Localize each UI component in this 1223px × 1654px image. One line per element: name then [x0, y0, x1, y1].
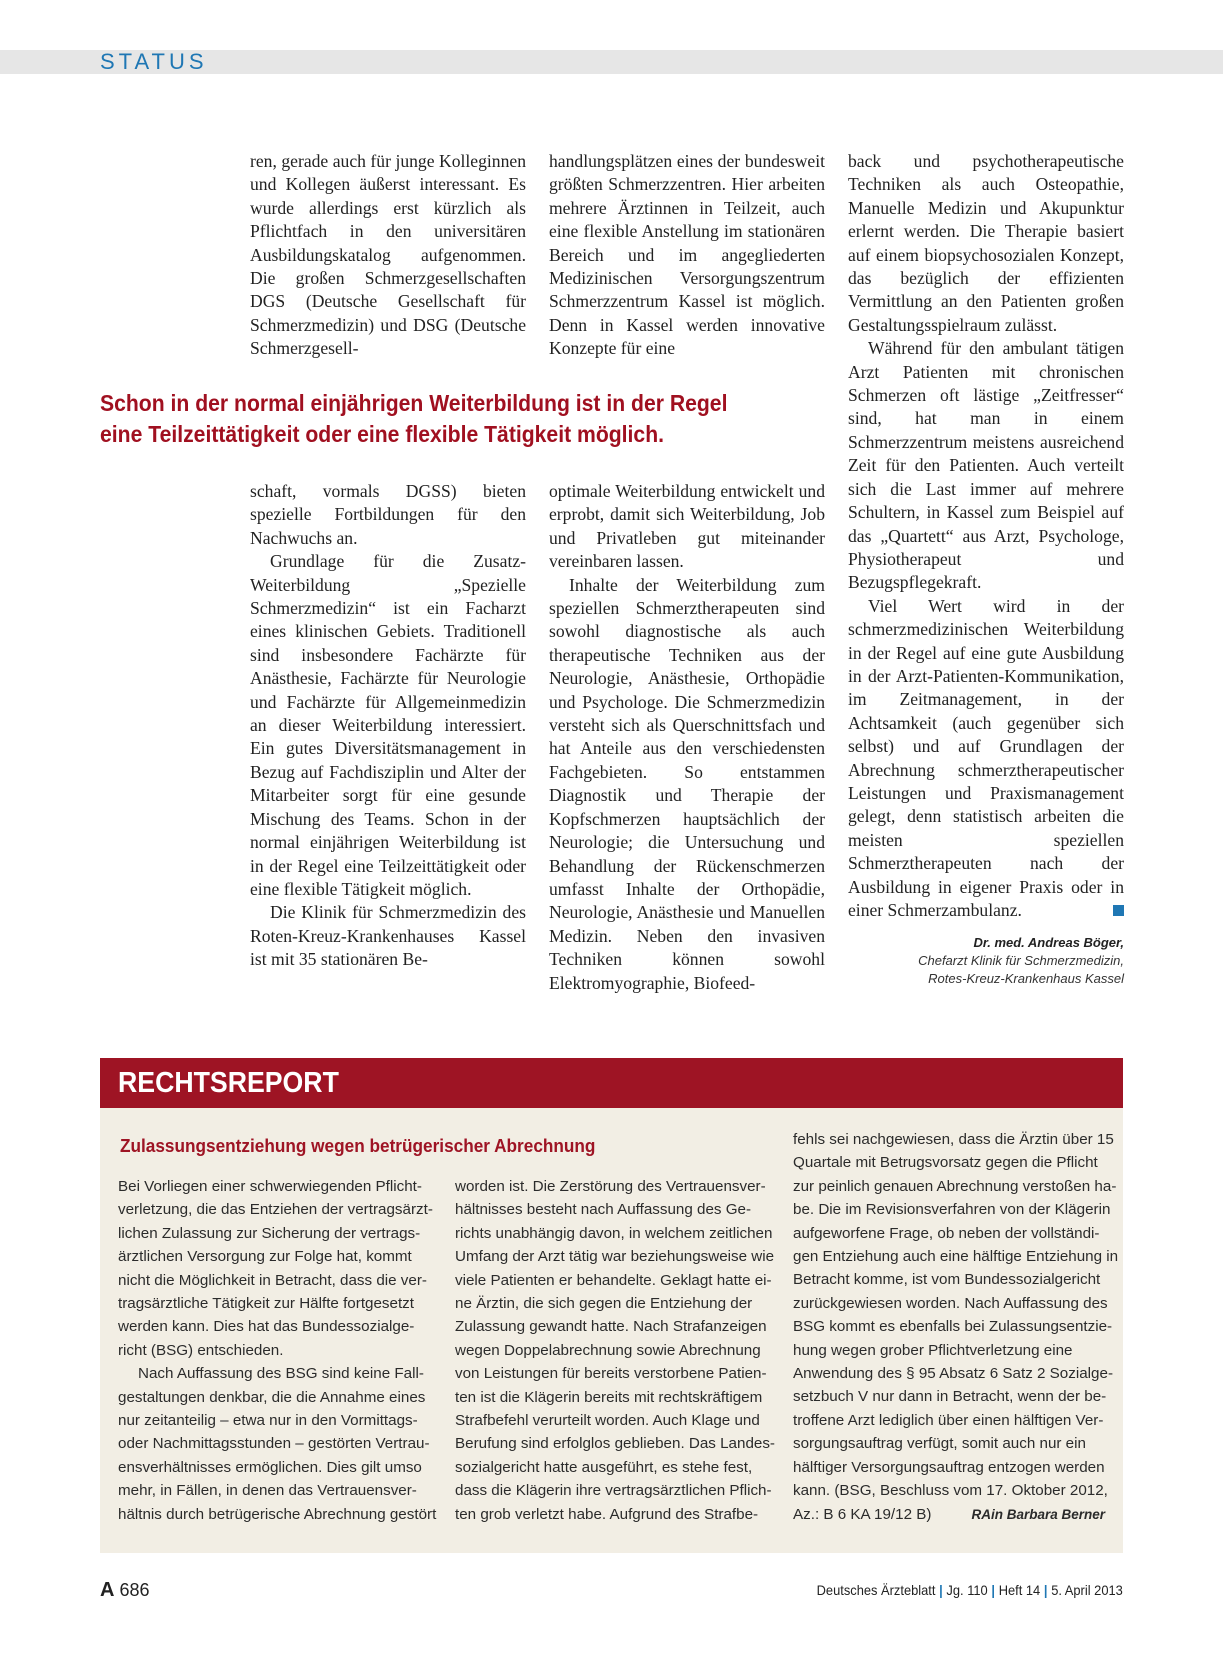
- separator: |: [991, 1582, 996, 1598]
- text-line: ärztlichen Versorgung zur Folge hat, kommt: [118, 1248, 412, 1266]
- paragraph: handlungsplätzen eines der bundesweit größten Schmerzzentren. Hier arbeiten mehrere Ärztinnen in Teilzeit, auch eine flexible Anstellung im stationären Bereich und im angegliederten Medizinischen Versorgungszentrum Schmerzzentrum Kassel ist möglich. Denn in Kassel werden innovative Konzepte für eine: [549, 151, 825, 359]
- text-line: nur zeitanteilig – etwa nur in den Vormittags-: [118, 1412, 418, 1430]
- article-col1-bottom: [250, 480, 526, 972]
- text-line: Zulassung gewandt hatte. Nach Strafanzeigen: [455, 1318, 767, 1336]
- rechtsreport-headline: Zulassungsentziehung wegen betrügerischer Abrechnung: [120, 1135, 596, 1156]
- text-line: setzbuch V nur dann in Betracht, wenn der be-: [793, 1388, 1107, 1406]
- text-line: zur peinlich genauen Abrechnung verstoßen ha-: [793, 1177, 1117, 1195]
- text-line: gestaltungen denkbar, die die Annahme eines: [118, 1388, 426, 1406]
- text-line: viele Patienten er behandelte. Geklagt hatte ei-: [455, 1271, 772, 1289]
- journal-info: [817, 1582, 1123, 1598]
- pull-quote-line: Schon in der normal einjährigen Weiterbildung ist in der Regel: [100, 390, 728, 416]
- text-line: dass die Klägerin ihre vertragsärztlichen Pflich-: [455, 1482, 772, 1500]
- text-line: sorgungsauftrag verfügt, somit auch nur ein: [793, 1435, 1086, 1453]
- text-line: fehls sei nachgewiesen, dass die Ärztin über 15: [793, 1131, 1114, 1148]
- paragraph: schaft, vormals DGSS) bieten spezielle Fortbildungen für den Nachwuchs an.: [250, 481, 526, 548]
- text-line: worden ist. Die Zerstörung des Vertrauensver-: [455, 1178, 766, 1195]
- page-number: [100, 1579, 150, 1602]
- article-col2-bottom: [549, 480, 825, 995]
- author-affiliation: Rotes-Kreuz-Krankenhaus Kassel: [928, 971, 1124, 986]
- paragraph: Während für den ambulant tätigen Arzt Patienten mit chronischen Schmerzen oft lästige „Zeitfresser“ sind, hat man in einem Schmerzzentrum meistens ausreichend Zeit für den Patienten. Auch verteilt sich die Last immer auf mehrere Schultern, in Kassel zum Beispiel auf das „Quartett“ aus Arzt, Psychologe, Physiotherapeut und Bezugspflegekraft.: [848, 338, 1124, 593]
- text-line-last: [793, 1503, 1105, 1526]
- rechtsreport-title: RECHTSREPORT: [118, 1067, 339, 1099]
- text-line: nicht die Möglichkeit in Betracht, dass die ver-: [118, 1271, 427, 1289]
- paragraph-last: [848, 595, 1124, 923]
- separator: |: [939, 1582, 943, 1598]
- text-line: Berufung sind erfolglos geblieben. Das Landes-: [455, 1435, 775, 1453]
- text-line: Az.: B 6 KA 19/12 B): [793, 1505, 932, 1523]
- text-line: Strafbefehl verurteilt worden. Auch Klage und: [455, 1412, 760, 1430]
- text-line: von Leistungen für bereits verstorbene Patien-: [455, 1365, 767, 1383]
- author-name: Dr. med. Andreas Böger,: [973, 935, 1124, 950]
- paragraph: Inhalte der Weiterbildung zum speziellen Schmerztherapeuten sind sowohl diagnostische als auch therapeutische Techniken aus der Neurologie, Anästhesie, Orthopädie und Psychologe. Die Schmerzmedizin versteht sich als Querschnittsfach und hat Anteile aus den verschiedensten Fachgebieten. So entstammen Diagnostik und Therapie der Kopfschmerzen hauptsächlich der Neurologie; die Untersuchung und Behandlung der Rückenschmerzen umfasst Inhalte der Orthopädie, Neurologie, Anästhesie und Manuellen Medizin. Neben den invasiven Techniken können sowohl Elektromyographie, Biofeed-: [549, 574, 825, 993]
- text-line: tragsärztliche Tätigkeit zur Hälfte fortgesetzt: [118, 1295, 415, 1313]
- paragraph: optimale Weiterbildung entwickelt und erprobt, damit sich Weiterbildung, Job und Privatleben gut miteinander vereinbaren lassen.: [549, 481, 825, 572]
- text-line: Betracht komme, ist vom Bundessozialgericht: [793, 1271, 1101, 1289]
- journal-name: Deutsches Ärzteblatt: [816, 1582, 936, 1598]
- paragraph: ren, gerade auch für junge Kolleginnen und Kollegen äußerst interessant. Es wurde allerdings erst kürzlich als Pflichtfach in den universitären Ausbildungskatalog aufgenommen. Die großen Schmerzgesellschaften DGS (Deutsche Gesellschaft für Schmerzmedizin) und DSG (Deutsche Schmerzgesell-: [250, 151, 526, 359]
- text-line: Umfang der Arzt tätig war beziehungsweise wie: [455, 1248, 775, 1266]
- text-line: Bei Vorliegen einer schwerwiegenden Pflicht-: [118, 1178, 422, 1195]
- pull-quote-line: eine Teilzeittätigkeit oder eine flexible Tätigkeit möglich.: [100, 421, 665, 447]
- article-col3: [848, 150, 1124, 922]
- text-line: richt (BSG) entschieden.: [118, 1341, 284, 1359]
- text-line: BSG kommt es ebenfalls bei Zulassungsentzie-: [793, 1318, 1113, 1336]
- text-line: gen Entziehung auch eine hälftige Entziehung in: [793, 1248, 1119, 1266]
- text-line: richts unabhängig davon, in welchem zeitlichen: [455, 1224, 773, 1242]
- text-line: ten ist die Klägerin bereits mit rechtskräftigem: [455, 1388, 763, 1406]
- journal-issue: Heft 14: [998, 1582, 1041, 1598]
- text-line: ten grob verletzt habe. Aufgrund des Strafbe-: [455, 1505, 759, 1523]
- paragraph: Die Klinik für Schmerzmedizin des Roten-Kreuz-Krankenhauses Kassel ist mit 35 stationären Be-: [250, 902, 526, 970]
- text-line: hälftiger Versorgungsauftrag entzogen werden: [793, 1458, 1105, 1476]
- separator: |: [1044, 1582, 1048, 1598]
- text-line: verletzung, die das Entziehen der vertragsärzt-: [118, 1201, 433, 1219]
- section-label: STATUS: [100, 49, 208, 74]
- article-author: [848, 934, 1124, 988]
- text-line: Nach Auffassung des BSG sind keine Fall-: [138, 1365, 424, 1383]
- text-line: hung wegen grober Pflichtverletzung eine: [793, 1341, 1073, 1359]
- text-line: ne Ärztin, die sich gegen die Entziehung der: [455, 1295, 753, 1313]
- journal-volume: Jg. 110: [946, 1582, 988, 1598]
- paragraph: back und psychotherapeutische Techniken als auch Osteopathie, Manuelle Medizin und Akupunktur erlernt werden. Die Therapie basiert auf einem biopsychosozialen Konzept, das bezüglich der effizienten Vermittlung an den Patienten großen Gestaltungsspielraum zulässt.: [848, 151, 1124, 335]
- text-line: zurückgewiesen worden. Nach Auffassung des: [793, 1294, 1108, 1312]
- text-line: wegen Doppelabrechnung sowie Abrechnung: [455, 1341, 761, 1359]
- text-line: lichen Zulassung zur Sicherung der vertrags-: [118, 1224, 421, 1242]
- journal-date: 5. April 2013: [1051, 1582, 1123, 1598]
- text-line: sozialgericht hatte ausgeführt, es stehe fest,: [455, 1458, 753, 1476]
- end-square-icon: [1113, 905, 1124, 916]
- text-line: hältnisses besteht nach Auffassung des Ge-: [455, 1201, 752, 1219]
- article-col1-top: [250, 150, 526, 361]
- rechtsreport-col1: [118, 1175, 437, 1526]
- author-role: Chefarzt Klinik für Schmerzmedizin,: [918, 953, 1124, 968]
- rechtsreport-author: RAin Barbara Berner: [971, 1506, 1105, 1522]
- text-line: be. Die im Revisionsverfahren von der Klägerin: [793, 1201, 1111, 1219]
- paragraph-text: Viel Wert wird in der schmerzmedizinischen Weiterbildung in der Regel auf eine gute Ausbildung in der Arzt-Patienten-Kommunikation, im Zeitmanagement, in der Achtsamkeit (auch gegenüber sich selbst) und auf Grundlagen der Abrechnung schmerztherapeutischer Leistungen und Praxismanagement gelegt, denn statistisch arbeiten die meisten speziellen Schmerztherapeuten nach der Ausbildung in eigener Praxis oder in einer Schmerzambulanz.: [848, 595, 1124, 920]
- text-line: hältnis durch betrügerische Abrechnung gestört: [118, 1505, 437, 1523]
- text-line: werden kann. Dies hat das Bundessozialge-: [118, 1318, 415, 1336]
- paragraph: Grundlage für die Zusatz-Weiterbildung „Spezielle Schmerzmedizin“ ist ein Facharzt eines klinischen Gebiets. Traditionell sind insbesondere Fachärzte für Anästhesie, Fachärzte für Neurologie und Fachärzte für Allgemeinmedizin an dieser Weiterbildung interessiert. Ein gutes Diversitätsmanagement in Bezug auf Fachdisziplin und Alter der Mitarbeiter sorgt für eine gesunde Mischung des Teams. Schon in der normal einjährigen Weiterbildung ist in der Regel eine Teilzeittätigkeit oder eine flexible Tätigkeit möglich.: [250, 551, 526, 899]
- text-line: oder Nachmittagsstunden – gestörten Vertrau-: [118, 1435, 430, 1453]
- text-line: Quartale mit Betrugsvorsatz gegen die Pflicht: [793, 1154, 1098, 1172]
- pull-quote: [100, 388, 762, 450]
- text-line: ensverhältnisses ermöglichen. Dies gilt umso: [118, 1458, 422, 1476]
- text-line: kann. (BSG, Beschluss vom 17. Oktober 2012,: [793, 1482, 1108, 1500]
- article-col2-top: [549, 150, 825, 361]
- text-line: Anwendung des § 95 Absatz 6 Satz 2 Sozialge-: [793, 1365, 1113, 1383]
- page-number-value: 686: [119, 1580, 150, 1600]
- text-line: troffene Arzt lediglich über einen hälftigen Ver-: [793, 1411, 1104, 1429]
- text-line: aufgeworfene Frage, ob neben der vollständi-: [793, 1224, 1100, 1242]
- page-prefix: A: [100, 1579, 115, 1601]
- rechtsreport-col2: [455, 1175, 775, 1526]
- rechtsreport-col3: [793, 1128, 1119, 1526]
- text-line: mehr, in Fällen, in denen das Vertrauensver-: [118, 1482, 417, 1500]
